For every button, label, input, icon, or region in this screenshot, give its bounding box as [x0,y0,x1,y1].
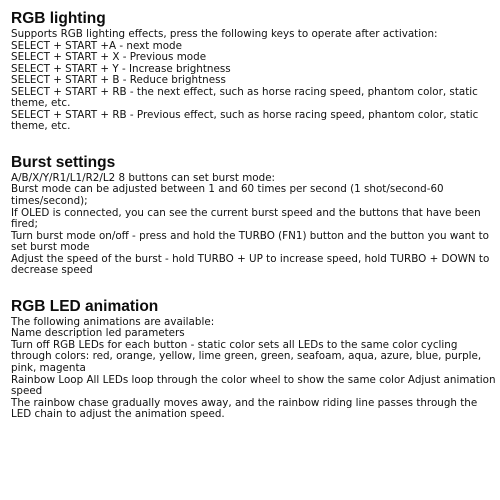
paragraph-line: Turn off RGB LEDs for each button - static color sets all LEDs to the same color cycling through colors: red, orange, yellow, lime green, green, seafoam, aqua, azure, blue, purple, pink, magenta [11,338,482,375]
paragraph-line: Rainbow Loop All LEDs loop through the color wheel to show the same color Adjust animation speed [11,373,496,398]
paragraph-line: Supports RGB lighting effects, press the following keys to operate after activation: [11,28,438,40]
paragraph-line: SELECT + START +A - next mode [11,39,182,52]
paragraph-line: Turn burst mode on/off - press and hold the TURBO (FN1) button and the button you want to set burst mode [11,229,489,254]
paragraph-line: SELECT + START + Y - Increase brightness [11,62,231,75]
section-title-rgb-lighting: RGB lighting [11,10,106,27]
section-rgb-led-animation [11,298,497,421]
paragraph-line: If OLED is connected, you can see the current burst speed and the buttons that have been fired; [11,206,481,231]
paragraph-line: The rainbow chase gradually moves away, and the rainbow riding line passes through the LED chain to adjust the animation speed. [11,396,478,421]
document-page [11,10,497,421]
section-title-rgb-led-animation: RGB LED animation [11,297,159,315]
paragraph-line: The following animations are available: [11,315,215,328]
paragraph-line: A/B/X/Y/R1/L1/R2/L2 8 buttons can set burst mode: [11,171,276,184]
section-burst-settings [11,154,497,277]
paragraph-line: SELECT + START + RB - the next effect, such as horse racing speed, phantom color, static theme, etc. [11,85,478,110]
paragraph-line: Adjust the speed of the burst - hold TURBO + UP to increase speed, hold TURBO + DOWN to decrease speed [11,252,490,277]
section-rgb-lighting [11,10,497,133]
paragraph-line: Burst mode can be adjusted between 1 and 60 times per second (1 shot/second-60 times/second); [11,183,444,208]
paragraph-line: SELECT + START + X - Previous mode [11,51,207,64]
paragraph-line: Name description led parameters [11,327,185,340]
section-title-burst-settings: Burst settings [11,153,116,171]
paragraph-line: SELECT + START + RB - Previous effect, such as horse racing speed, phantom color, static theme, etc. [11,108,479,133]
paragraph-line: SELECT + START + B - Reduce brightness [11,74,226,87]
